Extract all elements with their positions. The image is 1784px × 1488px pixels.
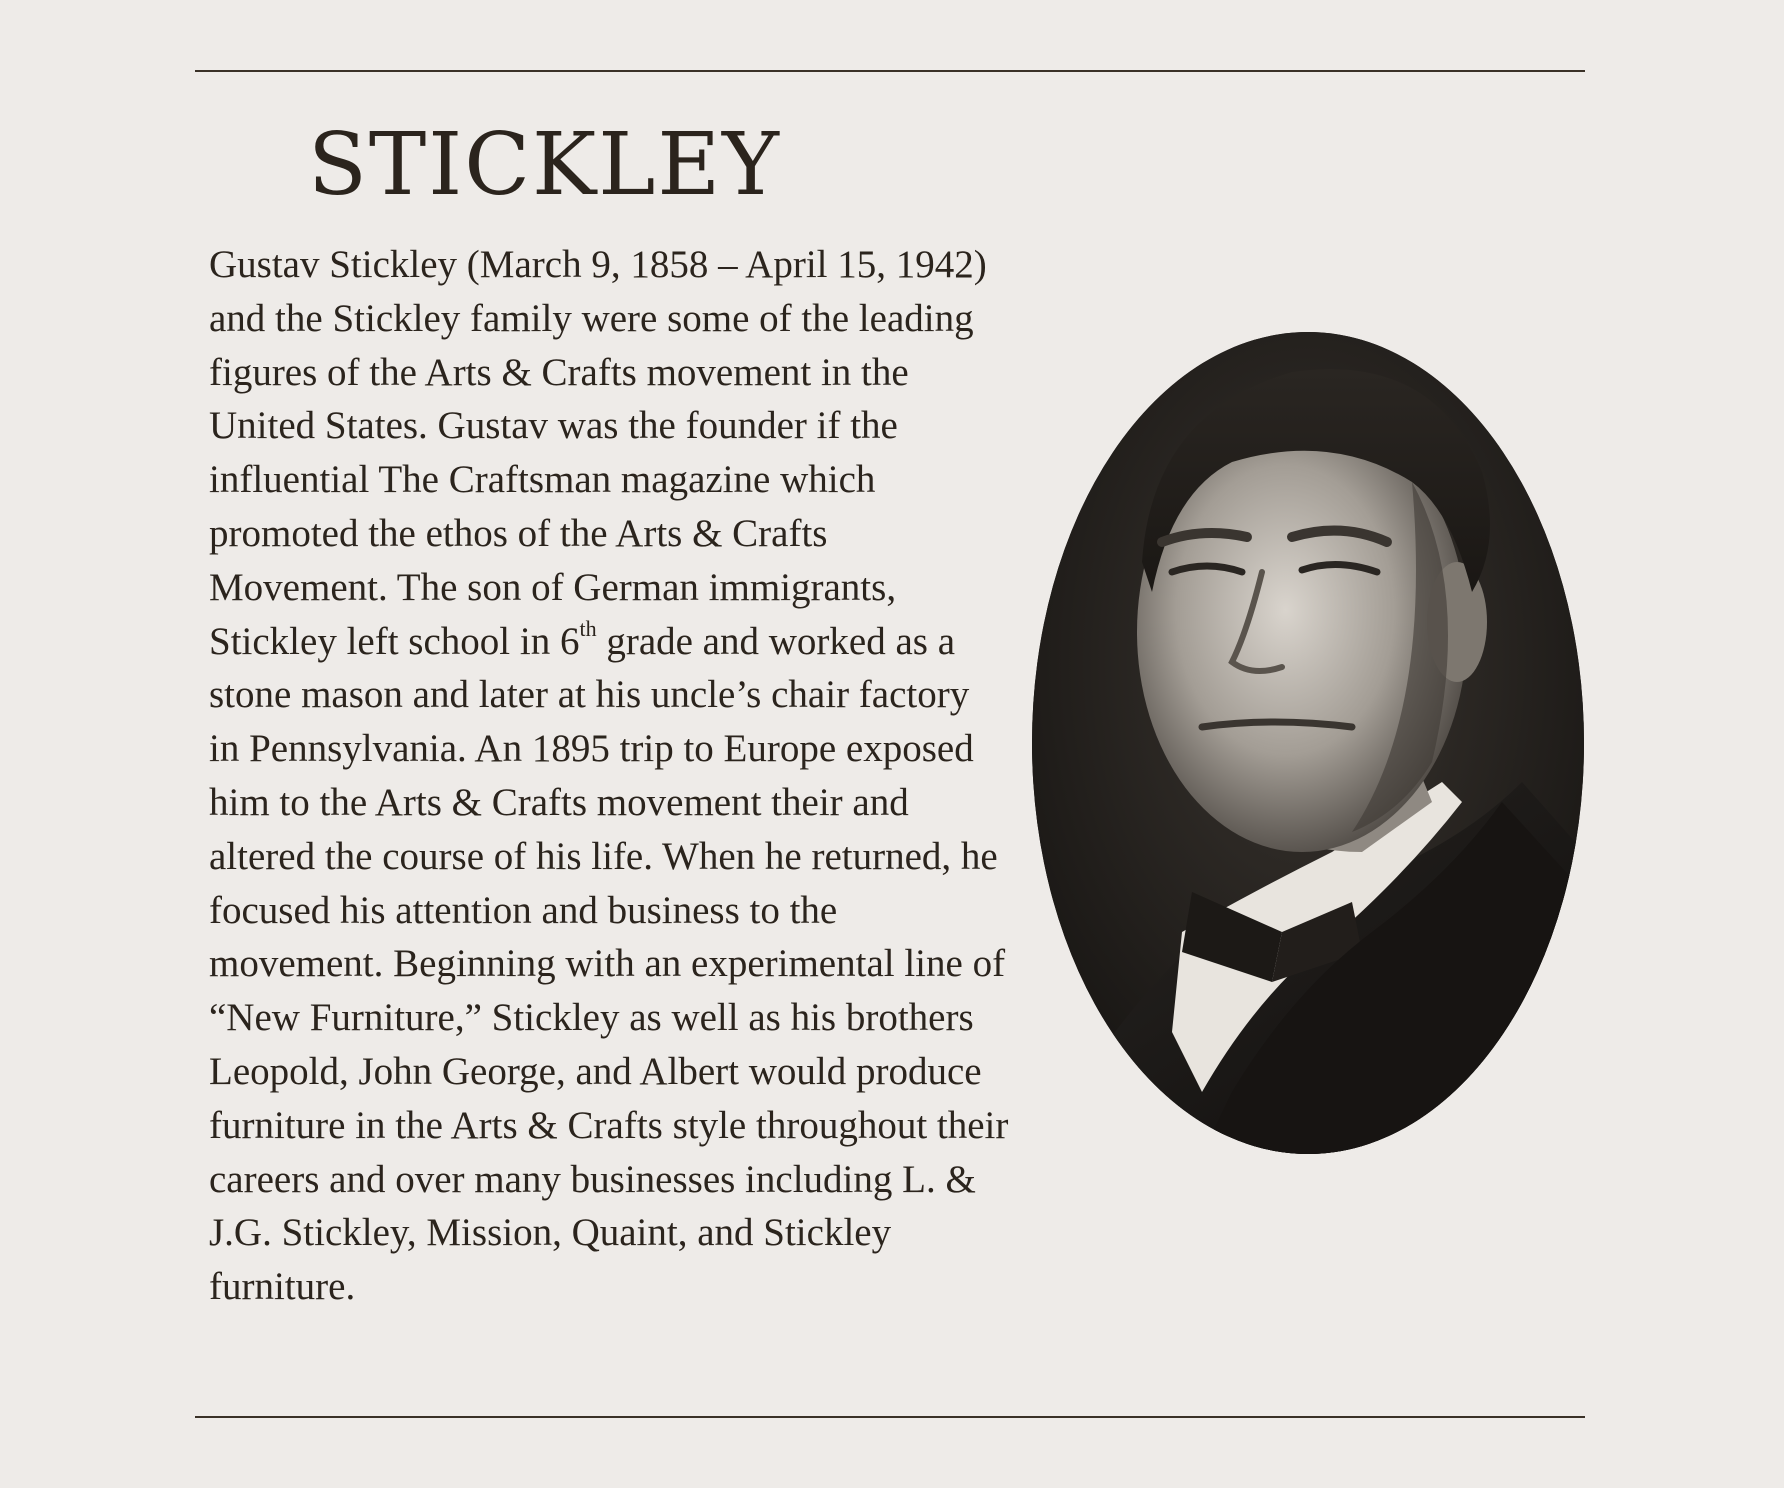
- biography-paragraph: [209, 238, 1009, 1314]
- bottom-divider: [195, 1416, 1585, 1418]
- biography-text-end: grade and worked as a stone mason and later at his uncle’s chair factory in Pennsylvania. An 1895 trip to Europe exposed him to the Arts & Crafts movement their and altered the course of his life. When he returned, he focused his attention and business to the movement. Beginning with an experimental line of “New Furniture,” Stickley as well as his brothers Leopold, John George, and Albert would produce furniture in the Arts & Crafts style throughout their careers and over many businesses including L. & J.G. Stickley, Mission, Quaint, and Stickley furniture.: [209, 619, 1009, 1309]
- page-title: STICKLEY: [308, 115, 781, 215]
- biography-text-start: Gustav Stickley (March 9, 1858 – April 15, 1942) and the Stickley family were some of the leading figures of the Arts & Crafts movement in the United States. Gustav was the founder if the influential The Craftsman magazine which promoted the ethos of the Arts & Crafts Movement. The son of German immigrants, Stickley left school in 6: [209, 243, 987, 663]
- portrait-illustration: [1032, 332, 1584, 1154]
- ordinal-suffix: th: [579, 615, 597, 641]
- portrait-photo: [1032, 332, 1584, 1154]
- top-divider: [195, 70, 1585, 72]
